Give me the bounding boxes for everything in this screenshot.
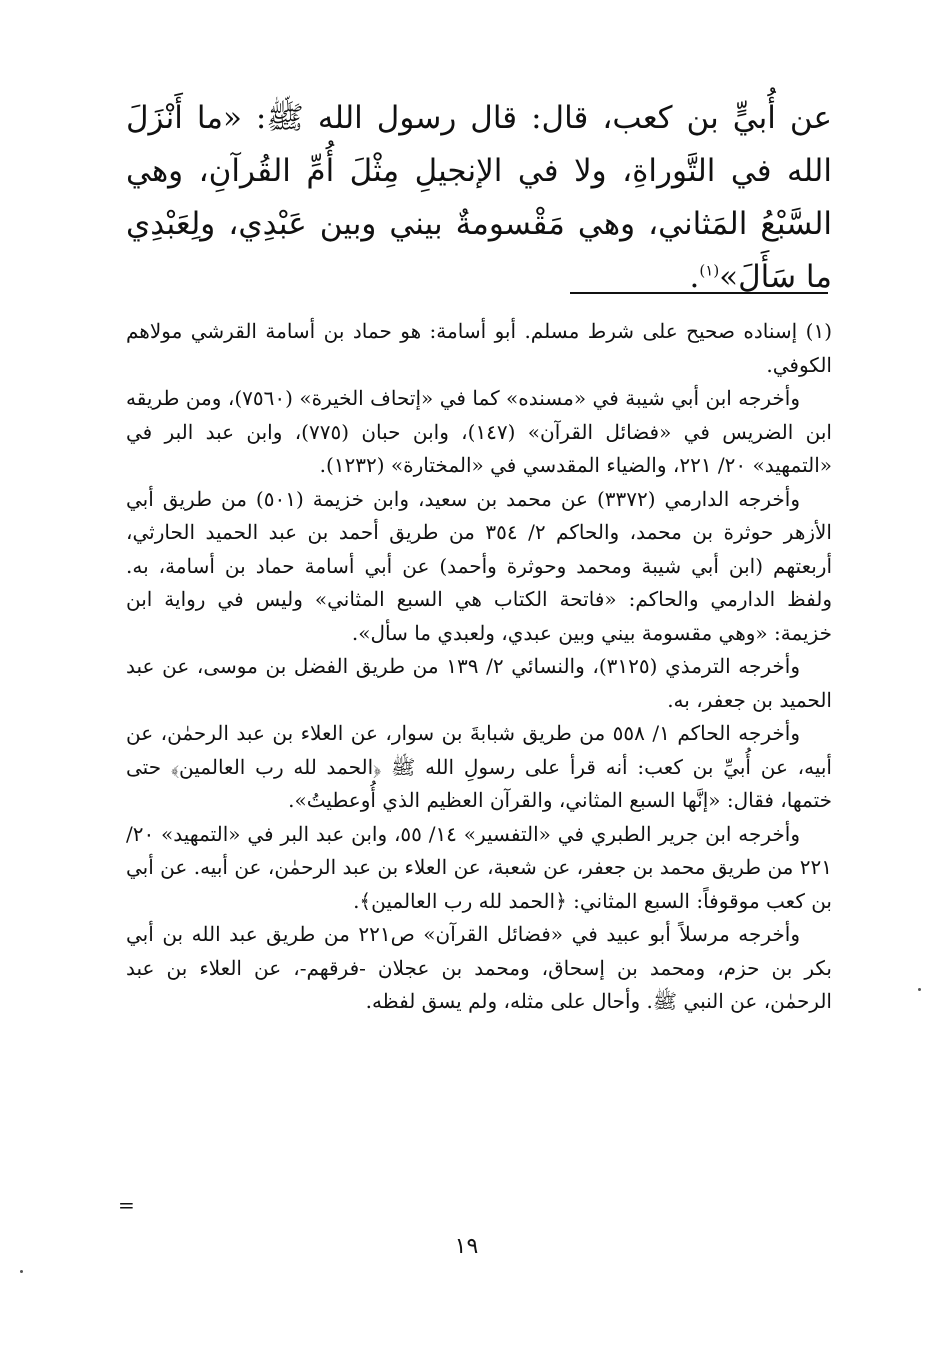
hadith-body: عن أُبيٍّ بن كعب، قال: قال رسول الله ﷺ: «ما أَنْزَلَ الله في التَّوراةِ، ولا في الإنجيلِ مِثْلَ أُمِّ القُرآنِ، وهي السَّبْعُ المَثاني، وهي مَقْسومةٌ بيني وبين عَبْدِي، ولِعَبْدِي ما سَأَلَ» (126, 100, 832, 295)
hadith-text (126, 92, 832, 304)
scan-speck (918, 988, 921, 991)
hadith-end: . (689, 259, 700, 295)
footnote-paragraph: وأخرجه الترمذي (٣١٢٥)، والنسائي ٢/ ١٣٩ من طريق الفضل بن موسى، عن عبد الحميد بن جعفر، به. (126, 654, 832, 712)
footnote-paragraph: وأخرجه ابن جرير الطبري في «التفسير» ١٤/ ٥٥، وابن عبد البر في «التمهيد» ٢٠/ ٢٢١ من طريق محمد بن جعفر، عن شعبة، عن العلاء بن عبد الرحمٰن، عن أبيه. عن أبي بن كعب موقوفاً: السبع المثاني: ﴿الحمد لله رب العالمين﴾. (126, 821, 832, 913)
footnote-paragraph: وأخرجه الدارمي (٣٣٧٢) عن محمد بن سعيد، وابن خزيمة (٥٠١) من طريق أبي الأزهر حوثرة بن محمد، والحاكم ٢/ ٣٥٤ من طريق أحمد بن عبد الحميد الحارثي، أربعتهم (ابن أبي شيبة ومحمد وحوثرة وأحمد) عن أبي أسامة حماد بن أسامة، به. ولفظ الدارمي والحاكم: «فاتحة الكتاب هي السبع المثاني» وليس في رواية ابن خزيمة: «وهي مقسومة بيني وبين عبدي، ولعبدي ما سأل». (126, 486, 832, 645)
page-number: ١٩ (454, 1234, 479, 1259)
continuation-mark: = (118, 1193, 135, 1217)
scan-speck (20, 1270, 23, 1273)
footnote-paragraph: وأخرجه مرسلاً أبو عبيد في «فضائل القرآن» ص٢٢١ من طريق عبد الله بن أبي بكر بن حزم، ومحمد بن إسحاق، ومحمد بن عجلان -فرقهم-، عن العلاء بن عبد الرحمٰن، عن النبي ﷺ. وأحال على مثله، ولم يسق لفظه. (126, 922, 832, 1013)
footnote-paragraph: وأخرجه ابن أبي شيبة في «مسنده» كما في «إتحاف الخيرة» (٧٥٦٠)، ومن طريقه ابن الضريس في «فضائل القرآن» (١٤٧)، وابن حبان (٧٧٥)، وابن عبد البر في «التمهيد» ٢٠/ ٢٢١، والضياء المقدسي في «المختارة» (١٢٣٢). (126, 386, 832, 477)
footnotes-section (126, 315, 832, 1019)
footnote-reference: (١) (699, 261, 720, 280)
footnote-paragraph: (١) إسناده صحيح على شرط مسلم. أبو أسامة: هو حماد بن أسامة القرشي مولاهم الكوفي. (126, 319, 832, 377)
footnote-paragraph: وأخرجه الحاكم ١/ ٥٥٨ من طريق شبابةَ بن سوار، عن العلاء بن عبد الرحمٰن، عن أبيه، عن أُبيِّ بن كعب: أنه قرأ على رسولِ الله ﷺ ﴿الحمد لله رب العالمين﴾ حتى ختمها، فقال: «إنَّها السبع المثاني، والقرآن العظيم الذي أُوعطيتُ». (126, 721, 832, 812)
footnote-separator (570, 292, 828, 294)
